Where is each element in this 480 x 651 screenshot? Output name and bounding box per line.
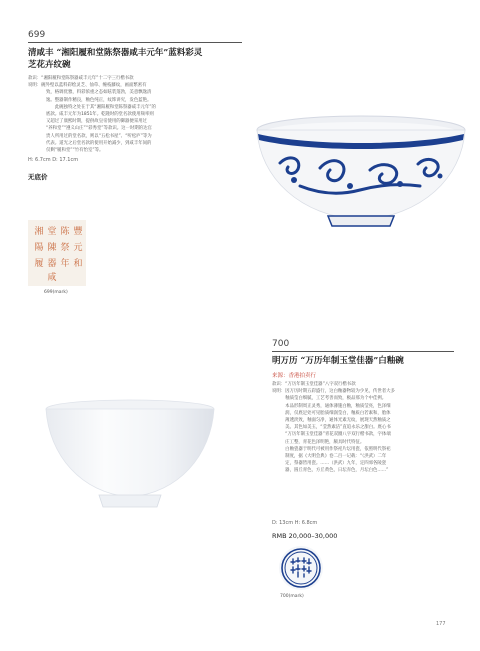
desc-line: 釉质莹白细腻，工艺考善而致，极品那为个中佳例。 bbox=[272, 396, 387, 402]
desc-line: 美。其色如美玉，“莹然素洁”直追永乐之甜白。底心书 bbox=[272, 425, 391, 431]
desc-line: 说明：因万历时期五彩盛行，这白釉器物较为少见，传世者大多 bbox=[272, 389, 395, 395]
desc-line: 制度，据《大明会典》卷二百一记载：“（洪武）二年 bbox=[272, 454, 387, 460]
mark-image-699 bbox=[28, 220, 86, 286]
lot-title-line2: 芝花卉纹碗 bbox=[28, 60, 71, 70]
mark-char: 豐 bbox=[73, 227, 83, 237]
mark-char: 陈 bbox=[60, 227, 70, 237]
desc-line: 致，格调优雅，料彩浓重之态如眩装蓬勃，美意飘逸清 bbox=[46, 90, 152, 96]
desc-line: 仅剩“履和堂”“竹有怡室”等。 bbox=[46, 148, 104, 154]
mark-caption: 700(mark) bbox=[280, 594, 304, 599]
blue-white-bowl bbox=[250, 108, 472, 238]
lot-title bbox=[28, 47, 248, 71]
desc-line: 庄工整，青花色泽明艳，颇具时代特征。 bbox=[272, 439, 365, 445]
desc-line: “万历年制玉堂佳器”青花双圈八字双行楷书款，字体端 bbox=[272, 432, 391, 438]
desc-line: 器，圆丘青色，方丘黄色，日坛赤色，月坛白色……” bbox=[272, 468, 389, 474]
desc-line: “养和堂”“遵义山庄”“彩秀堂”等款识。这一时期的达官 bbox=[46, 126, 152, 132]
mark-char: 器 bbox=[47, 259, 57, 269]
desc-line: 薄透淡致，釉面匀净，通体光素无纹，展现天然釉质之 bbox=[272, 418, 391, 424]
lot-title-line1: 清咸丰 “湘阳履和堂陈祭器咸丰元年”蓝料彩灵 bbox=[28, 48, 203, 58]
desc-line: 此碗独特之处在于其“湘阳履和堂陈祭器咸丰元年”的 bbox=[46, 104, 156, 110]
desc-line: 代表。道光之后堂名款的使用开始减少，到咸丰年间的 bbox=[46, 140, 152, 146]
mark-char: 元 bbox=[73, 243, 83, 253]
lot-description bbox=[272, 381, 468, 475]
mark-char: 年 bbox=[60, 259, 70, 269]
no-reserve-label: 无底价 bbox=[28, 173, 48, 181]
lot-number: 700 bbox=[272, 339, 290, 349]
inscription: 款识：“万历年制玉堂佳器”八字双行楷书款 bbox=[272, 382, 356, 387]
reign-mark-700 bbox=[278, 545, 324, 591]
mark-char: 陽 bbox=[34, 243, 44, 253]
desc-line: 贵人所用过的堂名款，则以“五松书屋”、“听松庐”等为 bbox=[46, 133, 152, 139]
mark-caption: 699(mark) bbox=[44, 290, 68, 295]
bowl-image-699 bbox=[250, 108, 472, 238]
mark-char: 湘 bbox=[34, 227, 44, 237]
white-glazed-bowl bbox=[35, 393, 225, 523]
estimate: RMB 20,000–30,000 bbox=[272, 532, 338, 540]
lot-title: 明万历 “万历年制玉堂佳器”白釉碗 bbox=[272, 356, 404, 366]
bowl-image-700 bbox=[35, 393, 225, 523]
dimensions: D: 13cm H: 6.8cm bbox=[272, 520, 318, 526]
inscription: 款识：“湘阳履和堂陈祭器咸丰元年”十二字三行楷书款 bbox=[28, 76, 134, 81]
desc-line: 润，仅底足处可见胎质细润莹白，釉质白若素和，胎体 bbox=[272, 410, 391, 416]
provenance-label: 来源：香港拍卖行 bbox=[272, 373, 317, 379]
lot-number: 699 bbox=[28, 30, 46, 40]
divider bbox=[272, 351, 454, 352]
desc-line: 说明：碗外壁以蓝料彩绘灵芝、仙草、缠枝藤纹，画面繁密有 bbox=[28, 83, 147, 89]
mark-char: 祭 bbox=[60, 243, 70, 253]
desc-line: 逸。整器制作精良，釉色纯正，纹饰讲究，发色蓝艳。 bbox=[46, 97, 152, 103]
page-number: 177 bbox=[436, 621, 446, 627]
desc-line: 定，祭器皆用瓷。……（洪武）九年，定四郊各陵瓷 bbox=[272, 461, 387, 467]
desc-line: 白釉瓷器于明代可被用作祭祀片坛用瓷，依照明代祭祀 bbox=[272, 446, 391, 452]
lot-description bbox=[28, 75, 242, 154]
reign-mark-699 bbox=[28, 220, 86, 286]
dimensions: H: 6.7cm D: 17.1cm bbox=[28, 157, 79, 163]
mark-char: 履 bbox=[34, 259, 44, 269]
mark-char: 咸 bbox=[47, 273, 57, 283]
desc-line: 又超过了康熙时期，提供故皇帝使用的御器便采用过 bbox=[46, 119, 147, 125]
mark-char: 堂 bbox=[47, 227, 57, 237]
divider bbox=[28, 42, 242, 43]
mark-image-700 bbox=[278, 545, 324, 591]
mark-char: 和 bbox=[73, 259, 83, 269]
desc-line: 底款。咸丰元年为1851年。乾隆时的堂名款使用频率则 bbox=[46, 112, 154, 118]
desc-line: 本品形制周正灵秀，通体薄施白釉，釉质莹亮，色泽细 bbox=[272, 403, 391, 409]
mark-char: 陳 bbox=[47, 243, 57, 253]
